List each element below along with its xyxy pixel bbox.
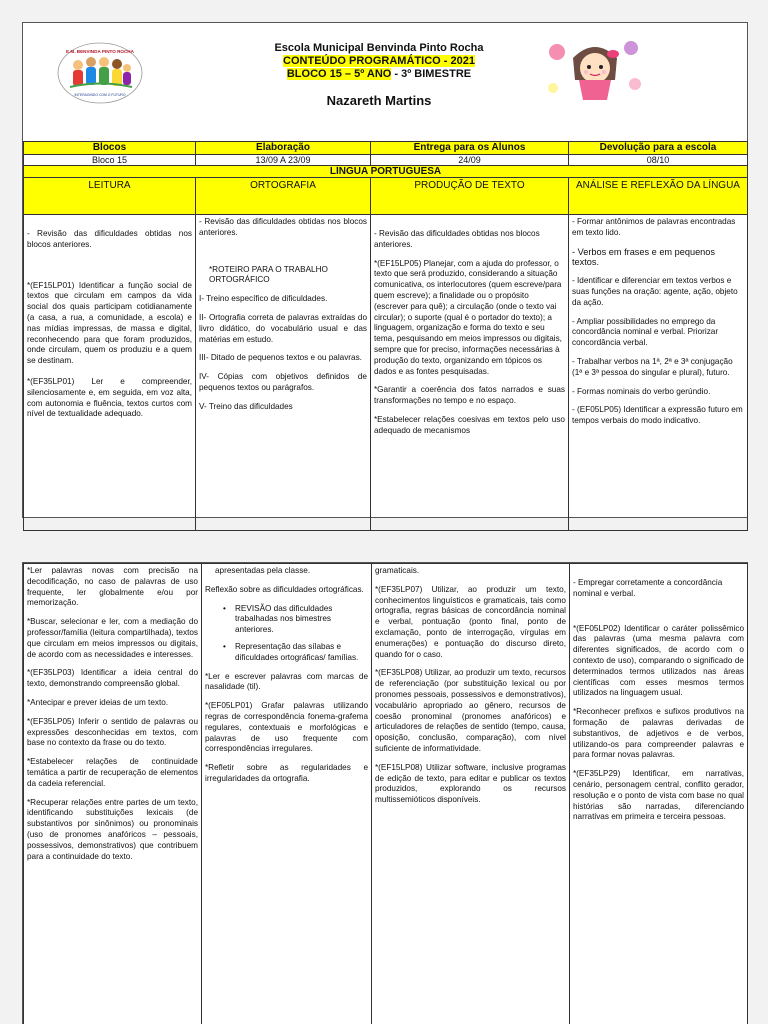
document-page-2: [22, 562, 748, 1024]
leitura-item: *Recuperar relações entre partes de um texto, identificando substituições lexicais (de substantivos por sinônimos) ou pronominais (uso de pronomes anafóricos – pessoais, possessivos, demonstrativos) que contribuem para a continuidade do texto.: [27, 797, 198, 861]
leitura-item: *(EF15LP01) Identificar a função social de textos que circulam em campos da vida social dos quais participam cotidianamente (a casa, a rua, a comunidade, a escola) e nas mídias impressas, de massa e digital, reconhecendo para que foram produzidos, onde circulam, quem os produziu e a quem se destinam.: [27, 280, 192, 366]
ortografia-bullet-list: [205, 604, 368, 664]
analise-item: *(EF35LP29) Identificar, em narrativas, cenário, personagem central, conflito gerador, resolução e o ponto de vista com base no qual histórias são narradas, diferenciando narrativas em primeira e terceira pessoas.: [573, 769, 744, 822]
teacher-name: Nazareth Martins: [326, 93, 432, 108]
block-line: [223, 68, 535, 80]
document-page-1: [22, 22, 748, 518]
leitura-item: *Antecipar e prever ideias de um texto.: [27, 697, 169, 707]
producao-item: *Estabelecer relações coesivas em textos pelo uso adequado de mecanismos: [374, 414, 565, 435]
analise-item: *(EF05LP02) Identificar o caráter polissêmico das palavras (uma mesma palavra com diferentes significados, de acordo com o contexto de uso), comparando o significado de determinados termos utilizados nas áreas científicas com esses mesmos termos utilizados na linguagem usual.: [573, 623, 744, 698]
value-bloco: Bloco 15: [24, 155, 196, 166]
header-devolucao: Devolução para a escola: [569, 142, 748, 155]
subject-title: LÍNGUA PORTUGUESA: [24, 166, 748, 178]
ortografia-bullet: • REVISÃO das dificuldades trabalhadas nos bimestres anteriores.: [223, 604, 368, 636]
ortografia-item: apresentadas pela classe.: [215, 566, 311, 575]
schedule-table: [23, 141, 748, 531]
ortografia-item: - Revisão das dificuldades obtidas nos blocos anteriores.: [199, 217, 367, 237]
analise-item: - Formar antônimos de palavras encontradas em texto lido.: [572, 217, 736, 237]
value-entrega: 24/09: [371, 155, 569, 166]
producao-item: *(EF15LP05) Planejar, com a ajuda do professor, o texto que será produzido, considerando a situação comunicativa, os interlocutores (quem escreve/para quem escreve); a finalidade ou o propósito (escrever para quê); a circulação (onde o texto vai circular); o suporte (qual é o portador do texto); a linguagem, organização e forma do texto e seu tema, pesquisando em meios impressos ou digitais, sempre que for preciso, informações necessárias à produção do texto, organizando em tópicos os dados e as fontes pesquisadas.: [374, 258, 562, 376]
header-blocos: Blocos: [24, 142, 196, 155]
leitura-item: *(EF35LP05) Inferir o sentido de palavras ou expressões desconhecidas em textos, com base no contexto da frase ou do texto.: [27, 716, 198, 748]
ortografia-bullet: • Representação das sílabas e dificuldades ortográficas/ famílias.: [223, 642, 368, 664]
leitura-item: *Buscar, selecionar e ler, com a mediação do professor/família (leitura compartilhada), textos que circulam em meios impressos ou digitais, de acordo com as necessidades e interesses.: [27, 617, 198, 659]
logo-text-top: E.M. BENVINDA PINTO ROCHA: [66, 49, 134, 54]
ortografia-item: II- Ortografia correta de palavras extraídas do livro didático, do vocabulário usual e das matérias em estudo.: [199, 312, 367, 344]
girl-illustration: [543, 36, 647, 102]
section-producao: PRODUÇÃO DE TEXTO: [371, 178, 569, 215]
content-table-continued: [23, 563, 748, 1024]
program-title: [223, 55, 535, 67]
ortografia-item: *Ler e escrever palavras com marcas de nasalidade (til).: [205, 671, 368, 692]
leitura-item: *(EF35LP01) Ler e compreender, silenciosamente e, em seguida, em voz alta, com autonomia e fluência, textos curtos com nível de textualidade adequado.: [27, 376, 192, 419]
bimester-label: - 3º BIMESTRE: [391, 68, 472, 80]
ortografia-item: *(EF05LP01) Grafar palavras utilizando regras de correspondência fonema-grafema regulares, contextuais e morfológicas e palavras de uso frequente com correspondências irregulares.: [205, 701, 368, 754]
school-logo: [56, 40, 144, 106]
producao-column: [371, 215, 569, 531]
analise-item: - (EF05LP05) Identificar a expressão futuro em tempos verbais do modo indicativo.: [572, 405, 743, 426]
ortografia-column: [202, 564, 372, 1024]
producao-item: *(EF35LP07) Utilizar, ao produzir um texto, conhecimentos linguísticos e gramaticais, tais como ortografia, regras básicas de concordância nominal e verbal, pontuação (ponto final, ponto de exclamação, ponto de interrogação, vírgulas em enumerações) e pontuação do discurso direto, quando for o caso.: [375, 584, 566, 659]
value-elaboracao: 13/09 A 23/09: [196, 155, 371, 166]
header-entrega: Entrega para os Alunos: [371, 142, 569, 155]
analise-item: - Verbos em frases e em pequenos textos.: [572, 246, 715, 268]
block-label: BLOCO 15 – 5º ANO: [286, 68, 392, 80]
analise-column: [570, 564, 748, 1024]
analise-item: - Ampliar possibilidades no emprego da concordância nominal e verbal. Priorizar concordância verbal.: [572, 316, 719, 348]
leitura-item: *(EF35LP03) Identificar a ideia central do texto, demonstrando compreensão global.: [27, 668, 198, 689]
ortografia-column: [196, 215, 371, 531]
producao-item: *(EF35LP08) Utilizar, ao produzir um texto, recursos de referenciação (por substituição lexical ou por pronomes pessoais, possessivos e demonstrativos), vocabulário apropriado ao gênero, recursos de coesão pronominal (pronomes anafóricos) e articuladores de relações de sentido (tempo, causa, oposição, conclusão, comparação), com nível suficiente de informatividade.: [375, 668, 566, 753]
leitura-column: [24, 215, 196, 531]
producao-item: *(EF15LP08) Utilizar software, inclusive programas de edição de texto, para editar e publicar os textos produzidos, explorando os recursos multissemióticos disponíveis.: [375, 762, 566, 805]
analise-item: - Empregar corretamente a concordância nominal e verbal.: [573, 578, 723, 598]
section-ortografia: ORTOGRAFIA: [196, 178, 371, 215]
leitura-item: - Revisão das dificuldades obtidas nos blocos anteriores.: [27, 229, 192, 249]
ortografia-item: *Refletir sobre as regularidades e irregularidades da ortografia.: [205, 763, 368, 783]
logo-text-bottom: INTERAGINDO COM O FUTURO: [74, 93, 126, 97]
analise-item: - Trabalhar verbos na 1ª, 2ª e 3ª conjugação (1ª e 3ª pessoa do singular e plural), futuro.: [572, 356, 733, 377]
ortografia-item: IV- Cópias com objetivos definidos de pequenos textos ou parágrafos.: [199, 372, 367, 392]
header-elaboracao: Elaboração: [196, 142, 371, 155]
producao-item: - Revisão das dificuldades obtidas nos blocos anteriores.: [374, 229, 540, 249]
ortografia-item: I- Treino específico de dificuldades.: [199, 294, 328, 304]
producao-item: *Garantir a coerência dos fatos narrados e suas transformações no tempo e no espaço.: [374, 385, 565, 406]
leitura-item: *Ler palavras novas com precisão na decodificação, no caso de palavras de uso frequente, ler globalmente e/ou por memorização.: [27, 566, 198, 608]
analise-item: - Identificar e diferenciar em textos verbos e suas funções na oração: agente, ação, objeto da ação.: [572, 276, 738, 307]
analise-item: - Formas nominais do verbo gerúndio.: [572, 386, 711, 396]
section-analise: ANÁLISE E REFLEXÃO DA LÍNGUA: [569, 178, 748, 215]
producao-item: gramaticais.: [375, 566, 420, 575]
producao-column: [372, 564, 570, 1024]
ortografia-item: V- Treino das dificuldades: [199, 401, 293, 411]
ortografia-item: III- Ditado de pequenos textos e ou palavras.: [199, 353, 362, 363]
ortografia-item: Reflexão sobre as dificuldades ortográficas.: [205, 584, 364, 594]
leitura-column: [24, 564, 202, 1024]
school-name: Escola Municipal Benvinda Pinto Rocha: [274, 42, 484, 54]
section-leitura: LEITURA: [24, 178, 196, 215]
value-devolucao: 08/10: [569, 155, 748, 166]
analise-item: *Reconhecer prefixos e sufixos produtivos na formação de palavras derivadas de substantivos, de adjetivos e de verbos, utilizando-os para compreender palavras e para formar novas palavras.: [573, 707, 744, 760]
program-title-text: CONTEÚDO PROGRAMÁTICO - 2021: [283, 55, 475, 67]
analise-column: [569, 215, 748, 531]
leitura-item: *Estabelecer relações de continuidade temática a partir de recuperação de elementos da cadeia referencial.: [27, 757, 198, 788]
ortografia-item: *ROTEIRO PARA O TRABALHO ORTOGRÁFICO: [209, 264, 328, 285]
